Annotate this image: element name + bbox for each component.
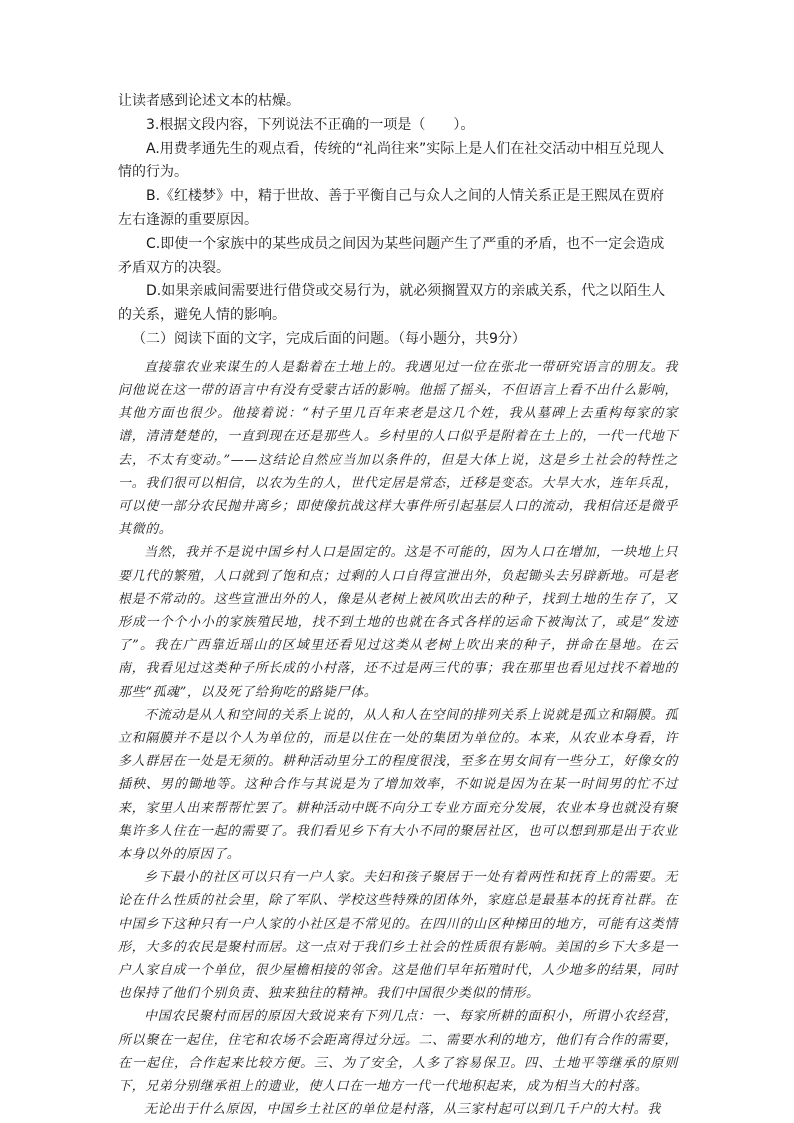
question-block xyxy=(118,90,678,352)
passage-paragraph-5: 中国农民聚村而居的原因大致说来有下列几点：一、每家所耕的面积小，所谓小农经营，所以聚在一起住，住宅和农场不会距离得过分远。二、需要水利的地方，他们有合作的需要，在一起住，合作起来比较方便。三、为了安全，人多了容易保卫。四、土地平等继承的原则下，兄弟分别继承祖上的遗业，使人口在一地方一代一代地积起来，成为相当大的村落。 xyxy=(118,1009,678,1095)
question-3-stem: 3.根据文段内容，下列说法不正确的一项是（ ）。 xyxy=(146,116,475,133)
exam-page xyxy=(118,90,678,1121)
passage-paragraph-4: 乡下最小的社区可以只有一户人家。夫妇和孩子聚居于一处有着两性和抚育上的需要。无论在什么性质的社会里，除了军队、学校这些特殊的团体外，家庭总是最基本的抚育社群。在中国乡下这种只有一户人家的小社区是不常见的。在四川的山区种梯田的地方，可能有这类情形，大多的农民是聚村而居。这一点对于我们乡土社会的性质很有影响。美国的乡下大多是一户人家自成一个单位，很少屋檐相接的邻舍。这是他们早年拓殖时代，人少地多的结果，同时也保持了他们个别负责、独来独往的精神。我们中国很少类似的情形。 xyxy=(118,870,678,1002)
lead-line: 让读者感到论述文本的枯燥。 xyxy=(118,93,300,109)
option-d: D.如果亲戚间需要进行借贷或交易行为，就必须搁置双方的亲戚关系，代之以陌生人的关系，避免人情的影响。 xyxy=(118,283,666,324)
reading-passage xyxy=(118,356,678,1122)
passage-paragraph-1: 直接靠农业来谋生的人是黏着在土地上的。我遇见过一位在张北一带研究语言的朋友。我问他说在这一带的语言中有没有受蒙古话的影响。他摇了摇头，不但语言上看不出什么影响，其他方面也很少。他接着说：“村子里几百年来老是这几个姓，我从墓碑上去重构每家的家谱，清清楚楚的，一直到现在还是那些人。乡村里的人口似乎是附着在土上的，一代一代地下去，不太有变动。”——这结论自然应当加以条件的，但是大体上说，这是乡土社会的特性之一。我们很可以相信，以农为生的人，世代定居是常态，迁移是变态。大旱大水，连年兵乱，可以使一部分农民抛井离乡；即使像抗战这样大事件所引起基层人口的流动，我相信还是微乎其微的。 xyxy=(118,359,678,538)
option-a: A.用费孝通先生的观点看，传统的“礼尚往来”实际上是人们在社交活动中相互兑现人情的行为。 xyxy=(118,140,665,181)
option-b: B.《红楼梦》中，精于世故、善于平衡自己与众人之间的人情关系正是王熙凤在贾府左右逢源的重要原因。 xyxy=(118,188,665,228)
passage-paragraph-6: 无论出于什么原因，中国乡土社区的单位是村落，从三家村起可以到几千户的大村。我 xyxy=(144,1102,661,1118)
option-c: C.即使一个家族中的某些成员之间因为某些问题产生了严重的矛盾，也不一定会造成矛盾双方的决裂。 xyxy=(118,235,665,276)
section-2-heading: （二）阅读下面的文字，完成后面的问题。（每小题分，共9分） xyxy=(132,330,526,347)
passage-paragraph-3: 不流动是从人和空间的关系上说的，从人和人在空间的排列关系上说就是孤立和隔膜。孤立和隔膜并不是以个人为单位的，而是以住在一处的集团为单位的。本来，从农业本身看，许多人群居在一处是无须的。耕种活动里分工的程度很浅，至多在男女间有一些分工，好像女的插秧、男的锄地等。这种合作与其说是为了增加效率，不如说是因为在某一时间男的忙不过来，家里人出来帮帮忙罢了。耕种活动中既不向分工专业方面充分发展，农业本身也就没有聚集许多人住在一起的需要了。我们看见乡下有大小不同的聚居社区，也可以想到那是出于农业本身以外的原因了。 xyxy=(118,707,678,863)
passage-paragraph-2: 当然，我并不是说中国乡村人口是固定的。这是不可能的，因为人口在增加，一块地上只要几代的繁殖，人口就到了饱和点；过剩的人口自得宣泄出外，负起锄头去另辟新地。可是老根是不常动的。这些宣泄出外的人，像是从老树上被风吹出去的种子，找到土地的生存了，又形成一个个小小的家族殖民地，找不到土地的也就在各式各样的运命下被淘汰了，或是“发迹了”。我在广西靠近瑶山的区域里还看见过这类从老树上吹出来的种子，拼命在垦地。在云南，我看见过这类种子所长成的小村落，还不过是两三代的事；我在那里也看见过找不着地的那些“孤魂”，以及死了给狗吃的路毙尸体。 xyxy=(118,545,678,700)
